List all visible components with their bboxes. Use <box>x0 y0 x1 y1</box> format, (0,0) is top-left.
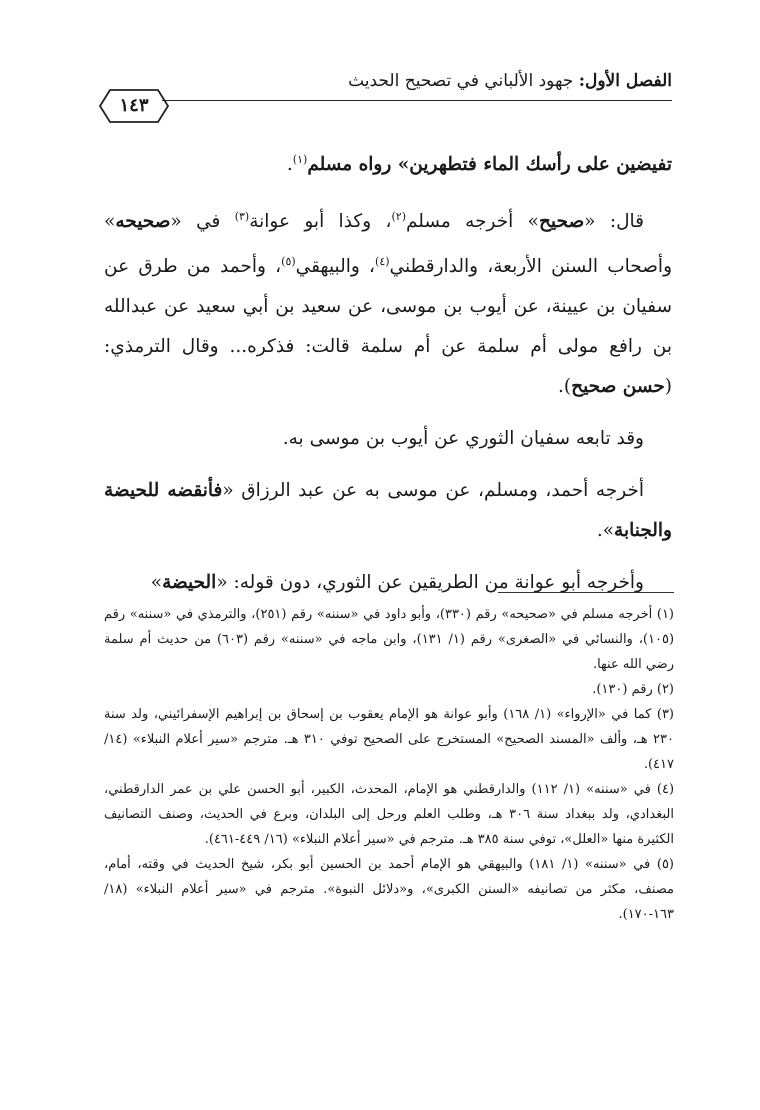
chapter-label: الفصل الأول: <box>578 71 672 91</box>
punctuation: . <box>286 154 293 176</box>
footnote-3: (٣) كما في «الإرواء» (١/ ١٦٨) وأبو عوانة هو الإمام يعقوب بن إسحاق بن إبراهيم الإسفرائيني، ولد سنة ٢٣٠ هـ، وألف «المسند الصحيح» المستخرج على الصحيح توفي ٣١٠ هـ. مترجم «سير أعلام النبلاء» (١٤/ ٤١٧). <box>104 707 674 772</box>
page-number-badge <box>98 88 170 124</box>
main-text <box>104 140 672 615</box>
footnotes <box>104 602 674 927</box>
paragraph-1 <box>104 140 672 185</box>
text-run: ، والبيهقي <box>295 256 376 278</box>
text-run: وأخرجه أبو عوانة من الطريقين عن الثوري، دون قوله: « <box>216 572 644 594</box>
footnote-2: (٢) رقم (١٣٠). <box>592 682 674 697</box>
bold-term: حسن صحيح <box>571 376 665 398</box>
footnote-4: (٤) في «سننه» (١/ ١١٢) والدارقطني هو الإمام، المحدث، الكبير، أبو الحسن علي بن عمر الدارقطني، البغدادي، ولد ببغداد سنة ٣٠٦ هـ، وطلب العلم ورحل إلى البلدان، وبرع في الحديث، وصنف التصانيف الكثيرة منها «العلل»، توفي سنة ٣٨٥ هـ. مترجم في «سير أعلام النبلاء» (١٦/ ٤٤٩-٤٦١). <box>104 782 675 847</box>
page-header <box>98 66 672 126</box>
text-run: ». <box>596 520 615 542</box>
text-run: أخرجه أحمد، ومسلم، عن موسى به عن عبد الرزاق « <box>222 480 645 502</box>
bold-term: صحيح <box>538 211 585 233</box>
text-run: قال: « <box>584 211 644 233</box>
hadith-text: تفيضين على رأسك الماء فتطهرين» رواه مسلم <box>307 154 672 176</box>
bold-term: فأنقضه للحيضة والجنابة <box>104 480 672 542</box>
footnote-ref: (٢) <box>391 210 406 224</box>
book-title: جهود الألباني في تصحيح الحديث <box>348 71 574 91</box>
footnote-ref: (٥) <box>281 255 296 269</box>
paragraph-2 <box>104 197 672 407</box>
footnote-ref: (٤) <box>375 255 390 269</box>
footnote-ref: (١) <box>292 153 308 166</box>
footnote-ref: (٣) <box>234 210 250 224</box>
bold-term: صحيحه <box>115 211 171 233</box>
page-number: ١٤٣ <box>119 95 149 116</box>
footnote-5: (٥) في «سننه» (١/ ١٨١) والبيهقي هو الإمام أحمد بن الحسين أبو بكر، شيخ الحديث في وقته، أمام، مصنف، مكثر من تصانيفه «السنن الكبرى»، و«دلائل النبوة». مترجم في «سير أعلام النبلاء» (١٨/ ١٦٣-١٧٠). <box>104 857 674 922</box>
text-run: » <box>150 572 163 594</box>
paragraph-4 <box>104 471 672 551</box>
text-run: في « <box>170 211 235 233</box>
running-title <box>348 66 672 96</box>
text-run: ، وكذا أبو عوانة <box>249 211 392 233</box>
bold-term: الحيضة <box>162 572 217 594</box>
text-run: » وأصحاب السنن الأربعة، والدارقطني <box>104 211 673 278</box>
paragraph-3: وقد تابعه سفيان الثوري عن أيوب بن موسى به. <box>282 428 644 450</box>
text-run: » أخرجه مسلم <box>405 211 539 233</box>
text-run: ، وأحمد من طرق عن سفيان بن عيينة، عن أيوب بن موسى، عن سعيد بن أبي سعيد عن عبدالله بن رافع مولى أم سلمة عن أم سلمة قالت: فذكره... وقال الترمذي: ( <box>104 256 672 398</box>
header-rule <box>162 100 672 101</box>
footnote-1: (١) أخرجه مسلم في «صحيحه» رقم (٣٣٠)، وأبو داود في «سننه» رقم (٢٥١)، والترمذي في «سننه» رقم (١٠٥)، والنسائي في «الصغرى» رقم (١/ ١٣١)، وابن ماجه في «سننه» رقم (٦٠٣) من حديث أم سلمة رضي الله عنها. <box>104 607 675 672</box>
footnote-separator <box>498 592 674 593</box>
paragraph-5 <box>104 563 672 603</box>
text-run: ). <box>558 376 572 398</box>
